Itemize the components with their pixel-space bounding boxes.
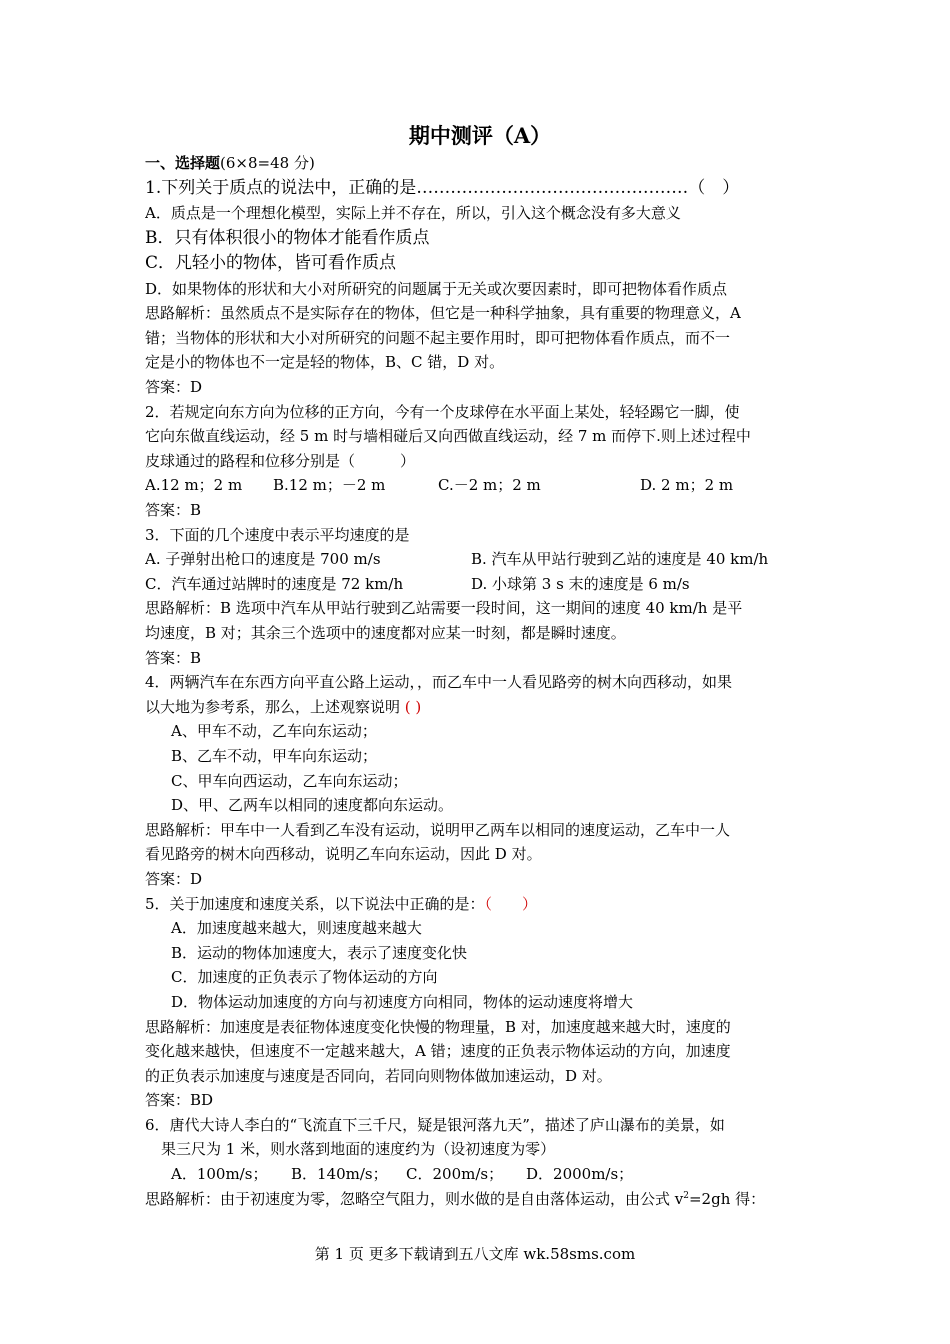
q4-option-d: D、甲、乙两车以相同的速度都向东运动。 [171, 796, 454, 815]
q6-analysis-line: 思路解析：由于初速度为零，忽略空气阻力，则水做的是自由落体运动，由公式 $v^2=2gh$ 得： [145, 1189, 766, 1208]
q3-option-b: B. 汽车从甲站行驶到乙站的速度是 40 km/h [471, 550, 769, 569]
q5-answer-bracket: （ ） [484, 894, 538, 913]
q5-option-c: C．加速度的正负表示了物体运动的方向 [171, 968, 438, 987]
q3-option-c: C．汽车通过站牌时的速度是 72 km/h [145, 574, 404, 593]
q6-option-b: B．140m/s； [291, 1165, 388, 1184]
q5-analysis-line: 的正负表示加速度与速度是否同向，若同向则物体做加速运动，D 对。 [145, 1066, 612, 1085]
q4-answer-bracket: ( ) [404, 697, 422, 716]
q4-option-b: B、乙车不动，甲车向东运动； [171, 746, 378, 765]
q5-option-d: D．物体运动加速度的方向与初速度方向相同，物体的运动速度将增大 [171, 992, 634, 1011]
q3-answer: 答案：B [145, 648, 202, 667]
q2-option-b: B.12 m；－2 m [273, 476, 386, 495]
q2-option-a: A.12 m；2 m [145, 476, 243, 495]
q2-answer: 答案：B [145, 501, 202, 520]
q6-stem-line: 6．唐代大诗人李白的“飞流直下三千尺，疑是银河落九天”，描述了庐山瀑布的美景，如 [145, 1115, 725, 1134]
q6-option-d: D．2000m/s； [526, 1165, 634, 1184]
q3-options-row [145, 572, 815, 597]
q3-stem: 3．下面的几个速度中表示平均速度的是 [145, 525, 410, 544]
q5-analysis-line: 思路解析：加速度是表征物体速度变化快慢的物理量，B 对，加速度越来越大时，速度的 [145, 1017, 731, 1036]
q4-option-a: A、甲车不动，乙车向东运动； [171, 722, 377, 741]
q4-answer: 答案：D [145, 869, 203, 888]
q3-analysis-line: 思路解析：B 选项中汽车从甲站行驶到乙站需要一段时间，这一期间的速度 40 km/h 是平 [145, 599, 743, 618]
q4-stem-line: 4．两辆汽车在东西方向平直公路上运动，，而乙车中一人看见路旁的树木向西移动，如果 [145, 673, 733, 692]
q2-stem-line: 它向东做直线运动，经 5 m 时与墙相碰后又向西做直线运动，经 7 m 而停下.则上述过程中 [145, 427, 751, 446]
q6-stem-line: 果三尺为 1 米，则水落到地面的速度约为（设初速度为零） [161, 1140, 556, 1159]
document-body [145, 121, 815, 1211]
q3-option-a: A. 子弹射出枪口的速度是 700 m/s [145, 550, 381, 569]
q3-analysis-line: 均速度，B 对；其余三个选项中的速度都对应某一时刻，都是瞬时速度。 [145, 624, 626, 642]
q1-option-a: A．质点是一个理想化模型，实际上并不存在，所以，引入这个概念没有多大意义 [145, 204, 681, 223]
q2-options [145, 473, 815, 498]
q2-stem-line: 2．若规定向东方向为位移的正方向，今有一个皮球停在水平面上某处，轻轻踢它一脚，使 [145, 402, 740, 421]
page-footer: 第 1 页 更多下载请到五八文库 wk.58sms.com [314, 1245, 636, 1263]
q4-stem-line: 以大地为参考系，那么，上述观察说明 ( ) [145, 697, 422, 716]
q3-option-d: D. 小球第 3 s 末的速度是 6 m/s [471, 574, 690, 593]
q4-analysis-line: 看见路旁的树木向西移动，说明乙车向东运动，因此 D 对。 [145, 845, 542, 864]
section-heading: 一、选择题(6×8=48 分) [145, 154, 315, 172]
q2-option-d: D. 2 m；2 m [640, 476, 734, 495]
q1-analysis-line: 思路解析：虽然质点不是实际存在的物体，但它是一种科学抽象，具有重要的物理意义，A [145, 304, 741, 323]
q1-option-c: C．凡轻小的物体，皆可看作质点 [145, 253, 397, 274]
q1-stem: 1.下列关于质点的说法中，正确的是…………………………………………（ ） [145, 177, 740, 198]
q2-stem-line: 皮球通过的路程和位移分别是（ ） [145, 451, 416, 470]
q4-analysis-line: 思路解析：甲车中一人看到乙车没有运动，说明甲乙两车以相同的速度运动，乙车中一人 [145, 820, 731, 839]
q5-stem: 5．关于加速度和速度关系，以下说法中正确的是：（ ） [145, 894, 538, 913]
q5-option-a: A．加速度越来越大，则速度越来越大 [171, 919, 422, 938]
q6-option-a: A．100m/s； [171, 1165, 268, 1184]
q1-option-b: B．只有体积很小的物体才能看作质点 [145, 227, 430, 248]
q1-analysis-line: 错；当物体的形状和大小对所研究的问题不起主要作用时，即可把物体看作质点，而不一 [145, 328, 731, 347]
q5-analysis-line: 变化越来越快，但速度不一定越来越大，A 错；速度的正负表示物体运动的方向，加速度 [145, 1042, 731, 1061]
q1-option-d: D．如果物体的形状和大小对所研究的问题属于无关或次要因素时，即可把物体看作质点 [145, 279, 728, 298]
q2-option-c: C.－2 m；2 m [438, 476, 541, 495]
q6-option-c: C．200m/s； [406, 1165, 504, 1184]
q5-option-b: B．运动的物体加速度大，表示了速度变化快 [171, 943, 468, 962]
q3-options-row [145, 547, 815, 572]
page-title: 期中测评（A） [408, 123, 552, 148]
q4-option-c: C、甲车向西运动，乙车向东运动； [171, 771, 408, 790]
q5-answer: 答案：BD [145, 1091, 214, 1110]
q6-options [145, 1162, 815, 1187]
q1-analysis-line: 定是小的物体也不一定是轻的物体，B、C 错，D 对。 [145, 353, 505, 372]
q1-answer: 答案：D [145, 378, 203, 397]
